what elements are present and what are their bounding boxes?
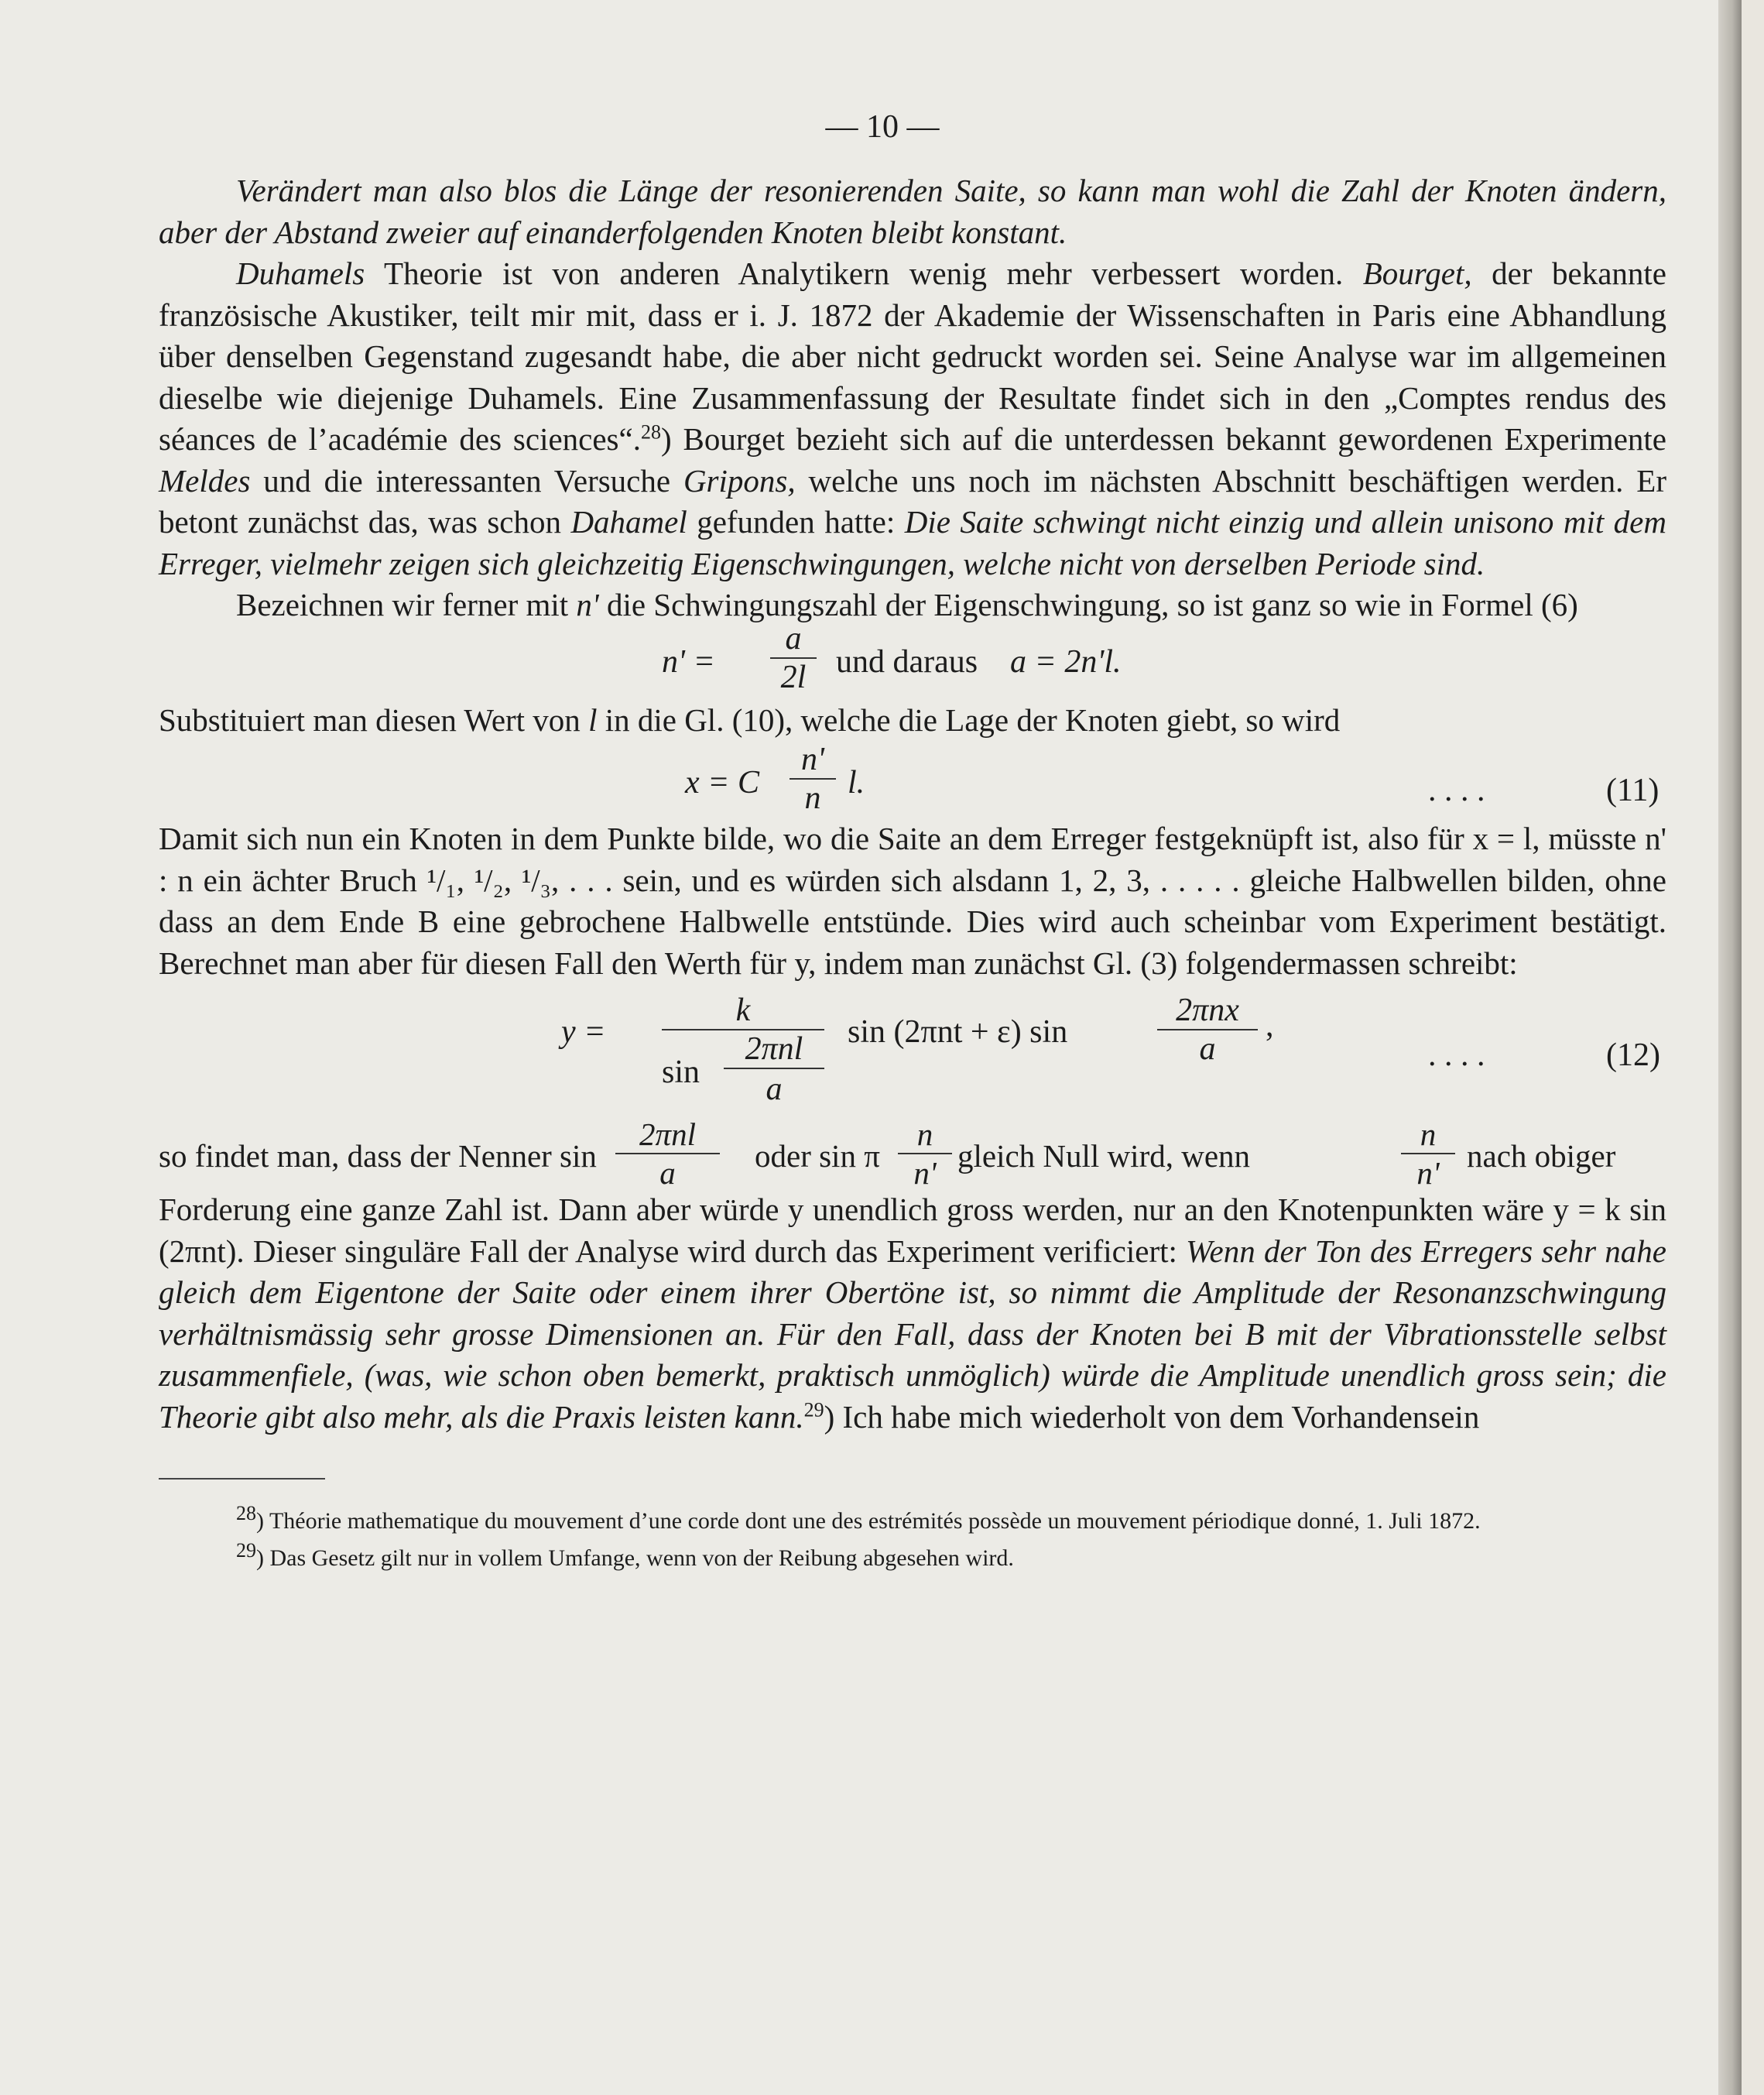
italic-text: Wenn der Ton des Erregers sehr nahe gleich dem Eigentone der Saite oder einem ihrer Obertöne ist, so nimmt die Amplitude der Resonanzschwingung verhältnismässig sehr grosse Dimensionen an. Für den Fall, dass der Knoten bei B mit der Vibrationsstelle selbst zusammenfiele, (was, wie schon oben bemerkt, praktisch unmöglich) würde die Amplitude unendlich gross sein; die Theorie gibt also mehr, als die Praxis leisten kann.: [159, 1233, 1666, 1435]
fraction: [1157, 992, 1258, 1068]
footnote-ref: 29: [803, 1397, 824, 1421]
equation-lhs: x = C: [685, 765, 759, 801]
italic-text: Die Saite schwingt nicht einzig und allein unisono mit dem Erreger, vielmehr zeigen sich gleichzeitig Eigenschwingungen, welche nicht von derselben Periode sind.: [159, 504, 1666, 581]
fraction: [615, 1116, 720, 1192]
math-var: l: [588, 701, 598, 738]
paragraph-3: [159, 585, 1666, 626]
equation-lhs: n' =: [662, 643, 715, 680]
denominator: a: [1199, 1031, 1216, 1067]
footnote-28: [159, 1503, 1666, 1540]
numerator: n: [1401, 1116, 1455, 1154]
numerator: 2πnx: [1157, 992, 1258, 1030]
denominator: [662, 1030, 824, 1108]
numerator: k: [662, 992, 824, 1030]
equation-12: [159, 984, 1666, 1116]
author-name: Gripons,: [683, 462, 796, 499]
equation-rhs: a = 2n'l.: [1010, 643, 1122, 680]
text-run: gefunden hatte:: [687, 504, 905, 540]
page-edge: [1718, 0, 1742, 2095]
author-name: Duhamels: [236, 255, 365, 291]
text-run: in die Gl. (10), welche die Lage der Knoten giebt, so wird: [597, 701, 1341, 738]
equation-text: sin (2πnt + ε) sin: [848, 1014, 1068, 1050]
equation-text: und daraus: [836, 643, 978, 680]
fraction: [662, 992, 824, 1108]
denominator: n': [1416, 1155, 1440, 1191]
text-run: Substituiert man diesen Wert von: [159, 701, 589, 738]
denominator: a: [659, 1155, 676, 1191]
denominator: n': [913, 1155, 937, 1191]
text-run: Forderung eine ganze Zahl ist. Dann aber würde y unendlich gross werden, nur an den Knotenpunkten wäre y = k sin (2πnt). Dieser singuläre Fall der Analyse wird durch das Experiment verificiert:: [159, 1192, 1666, 1269]
text-run: so findet man, dass der Nenner sin: [159, 1138, 597, 1174]
text-run: welche uns noch im nächsten Abschnitt beschäftigen werden. Er betont zunächst das, was schon: [159, 462, 1666, 540]
author-name: Meldes: [159, 462, 251, 499]
page-body: [159, 170, 1666, 1577]
sin-label: sin: [662, 1054, 700, 1090]
equation-11: [159, 741, 1666, 818]
equation-rhs: l.: [848, 765, 865, 801]
numerator: n': [790, 741, 836, 780]
text-run: die Schwingungszahl der Eigenschwingung, so ist ganz so wie in Formel (6): [598, 587, 1578, 622]
footnote-29: [159, 1540, 1666, 1577]
paragraph-1: [159, 170, 1666, 253]
paragraph-2: [159, 253, 1666, 585]
italic-text: Verändert man also blos die Länge der resonierenden Saite, so kann man wohl die Zahl der Knoten ändern, aber der Abstand zweier auf einanderfolgenden Knoten bleibt konstant.: [159, 173, 1666, 250]
numerator: 2πnl: [615, 1116, 720, 1154]
text-run: Bezeichnen wir ferner mit: [236, 587, 577, 622]
equation-1: [159, 620, 1666, 700]
footnote-rule: [159, 1478, 325, 1480]
fraction: [770, 620, 817, 696]
inner-denominator: a: [766, 1072, 783, 1107]
author-name: Dahamel: [570, 504, 687, 540]
fraction: [1401, 1116, 1455, 1192]
text-run: nach obiger: [1467, 1138, 1616, 1174]
text-run: ) Ich habe mich wiederholt von dem Vorhandensein: [824, 1398, 1480, 1435]
page-number: — 10 —: [825, 109, 940, 145]
footnote-marker: 28: [236, 1502, 256, 1524]
text-run: und die interessanten Versuche: [250, 462, 683, 499]
equation-lhs: y =: [561, 1014, 606, 1050]
fraction: [898, 1116, 952, 1192]
leader-dots: . . . .: [1428, 773, 1485, 808]
text-run: ) Bourget bezieht sich auf die unterdessen bekannt gewordenen Experimente: [660, 421, 1666, 457]
equation-comma: ,: [1266, 1008, 1274, 1044]
footnote-text: ) Théorie mathematique du mouvement d’une corde dont une des estrémités possède un mouvement périodique donné, 1. Juli 1872.: [256, 1508, 1481, 1534]
leader-dots: . . . .: [1428, 1037, 1485, 1073]
text-run: gleich Null wird, wenn: [957, 1138, 1251, 1174]
math-var: n': [576, 587, 599, 622]
equation-number: (11): [1606, 773, 1660, 808]
text-run: der bekannte französische Akustiker, teilt mir mit, dass er i. J. 1872 der Akademie der Wissenschaften in Paris eine Abhandlung über denselben Gegenstand zugesandt habe, die aber nicht gedruckt worden sei. Seine Analyse war im allgemeinen dieselbe wie diejenige Duhamels. Eine Zusammenfassung der Resultate findet sich in den „Comptes rendus des séances de l’académie des sciences“.: [159, 255, 1666, 457]
equation-number: (12): [1606, 1037, 1660, 1073]
footnote-text: ) Das Gesetz gilt nur in vollem Umfange, wenn von der Reibung abgesehen wird.: [256, 1545, 1014, 1571]
paragraph-4: [159, 700, 1666, 742]
text-run: oder sin π: [755, 1138, 880, 1174]
denominator: 2l: [780, 659, 807, 695]
author-name: Bourget,: [1362, 255, 1472, 291]
inner-numerator: 2πnl: [745, 1031, 803, 1067]
paragraph-5: Damit sich nun ein Knoten in dem Punkte bilde, wo die Saite an dem Erreger festgeknüpft ist, also für x = l, müsste n' : n ein ächter Bruch ¹/₁, ¹/₂, ¹/₃, . . . sein, und es würden sich alsdann 1, 2, 3, . . . . . gleiche Halbwellen bilden, ohne dass an dem Ende B eine gebrochene Halbwelle entstünde. Dies wird auch scheinbar vom Experiment bestätigt. Berechnet man aber für diesen Fall den Werth für y, indem man zunächst Gl. (3) folgendermassen schreibt:: [159, 821, 1666, 981]
numerator: a: [770, 620, 817, 659]
footnote-marker: 29: [236, 1539, 256, 1562]
numerator: n: [898, 1116, 952, 1154]
text-run: Theorie ist von anderen Analytikern wenig mehr verbessert worden.: [365, 255, 1363, 291]
footnote-ref: 28: [640, 420, 661, 444]
denominator: n: [804, 780, 821, 816]
fraction: [790, 741, 836, 817]
paragraph-6: [159, 1116, 1666, 1189]
paragraph-7: [159, 1189, 1666, 1438]
